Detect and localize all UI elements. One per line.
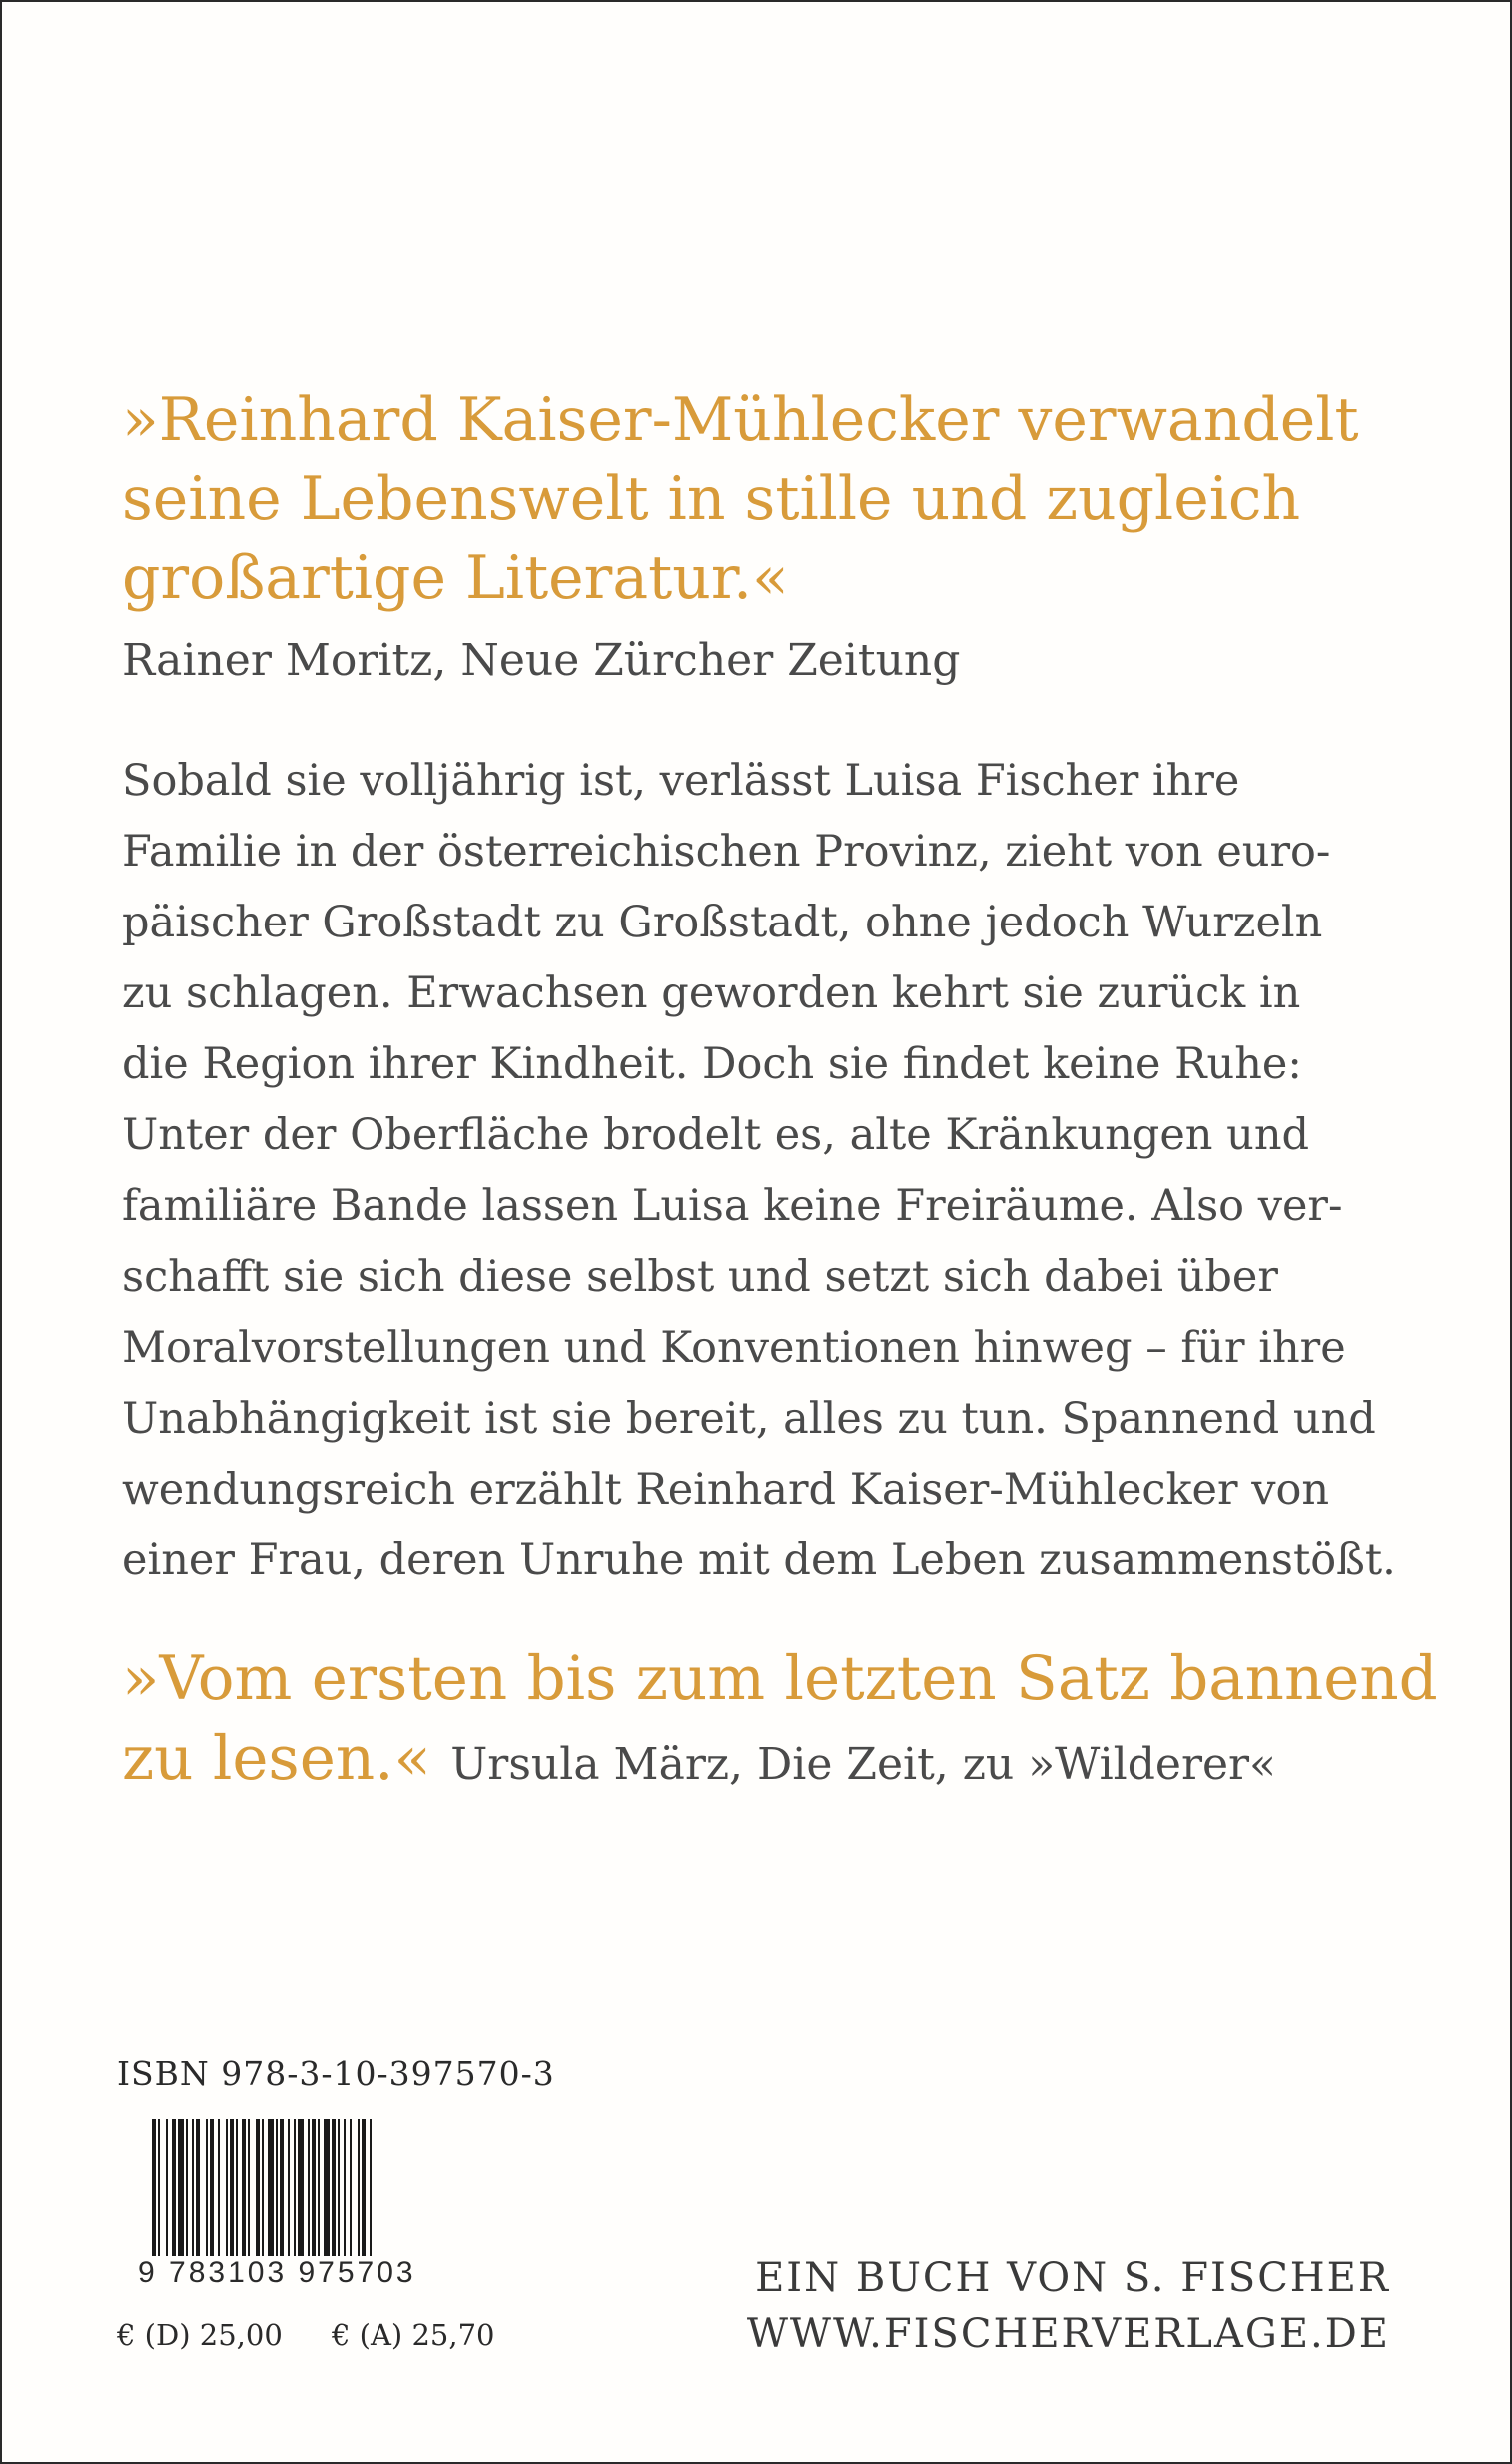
barcode-bar — [338, 2119, 340, 2263]
barcode-bar — [358, 2119, 360, 2263]
barcode-bar — [276, 2119, 278, 2263]
quote-line: seine Lebenswelt in stille und zugleich — [122, 464, 1301, 534]
barcode-bar — [280, 2119, 284, 2263]
barcode-bar — [172, 2119, 176, 2263]
barcode-bar — [288, 2119, 290, 2263]
price-austria: € (A) 25,70 — [332, 2318, 495, 2352]
price-germany: € (D) 25,00 — [117, 2318, 283, 2352]
quote-line: »Reinhard Kaiser-Mühlecker verwandelt — [122, 385, 1359, 455]
barcode-digits: 9 783103 975703 — [138, 2256, 467, 2290]
barcode-bar — [294, 2119, 296, 2263]
quote-line: »Vom ersten bis zum letzten Satz bannend — [122, 1643, 1438, 1714]
blurb-line: die Region ihrer Kindheit. Doch sie findet keine Ruhe: — [122, 1039, 1302, 1089]
barcode-bar — [242, 2119, 246, 2263]
publisher-website: WWW.FISCHERVERLAGE.DE — [746, 2311, 1390, 2357]
blurb-line: Familie in der österreichischen Provinz, zieht von euro- — [122, 827, 1331, 877]
barcode-bar — [186, 2119, 188, 2263]
barcode-bar — [192, 2119, 194, 2263]
barcode-bar — [178, 2119, 184, 2263]
barcode-bar — [362, 2119, 366, 2263]
blurb-line: familiäre Bande lassen Luisa keine Freiräume. Also ver- — [122, 1181, 1343, 1231]
review-source-bottom: Ursula März, Die Zeit, zu »Wilderer« — [450, 1739, 1276, 1790]
blurb-line: Unabhängigkeit ist sie bereit, alles zu tun. Spannend und — [122, 1394, 1376, 1444]
barcode-bar — [196, 2119, 200, 2263]
barcode-bar — [262, 2119, 264, 2263]
barcode-bar — [166, 2119, 168, 2263]
review-quote-bottom — [122, 1639, 1440, 1805]
publisher-line: EIN BUCH VON S. FISCHER — [755, 2255, 1390, 2301]
review-source-top: Rainer Moritz, Neue Zürcher Zeitung — [122, 635, 961, 686]
blurb-line: Moralvorstellungen und Konventionen hinweg – für ihre — [122, 1323, 1346, 1373]
barcode-bar — [236, 2119, 238, 2263]
barcode-bar — [318, 2119, 320, 2263]
barcode-bar — [344, 2119, 346, 2263]
blurb-line: Sobald sie volljährig ist, verlässt Luisa Fischer ihre — [122, 756, 1240, 806]
barcode-bar — [248, 2119, 250, 2263]
blurb-line: päischer Großstadt zu Großstadt, ohne jedoch Wurzeln — [122, 898, 1323, 947]
barcode-bar — [226, 2119, 228, 2263]
barcode-bar — [332, 2119, 336, 2263]
barcode-bar — [210, 2119, 214, 2263]
blurb-line: zu schlagen. Erwachsen geworden kehrt sie zurück in — [122, 968, 1301, 1018]
blurb-line: Unter der Oberfläche brodelt es, alte Kränkungen und — [122, 1110, 1310, 1160]
quote-line: großartige Literatur.« — [122, 543, 789, 613]
publisher-info — [747, 2250, 1390, 2362]
quote-line: zu lesen.« — [122, 1723, 431, 1794]
blurb-line: einer Frau, deren Unruhe mit dem Leben zusammenstößt. — [122, 1536, 1396, 1585]
barcode-bar — [256, 2119, 260, 2263]
barcode-bar — [308, 2119, 310, 2263]
barcode-bar — [312, 2119, 316, 2263]
barcode-bar — [324, 2119, 330, 2263]
review-quote-top — [122, 381, 1420, 618]
blurb-line: wendungsreich erzählt Reinhard Kaiser-Mühlecker von — [122, 1465, 1330, 1515]
blurb-line: schafft sie sich diese selbst und setzt sich dabei über — [122, 1252, 1278, 1302]
barcode-bar — [298, 2119, 304, 2263]
book-blurb — [122, 746, 1420, 1596]
barcode-bar — [350, 2119, 352, 2263]
barcode-bar — [206, 2119, 208, 2263]
isbn-number: ISBN 978-3-10-397570-3 — [117, 2054, 555, 2093]
barcode-bar — [218, 2119, 220, 2263]
barcode-bar — [230, 2119, 234, 2263]
